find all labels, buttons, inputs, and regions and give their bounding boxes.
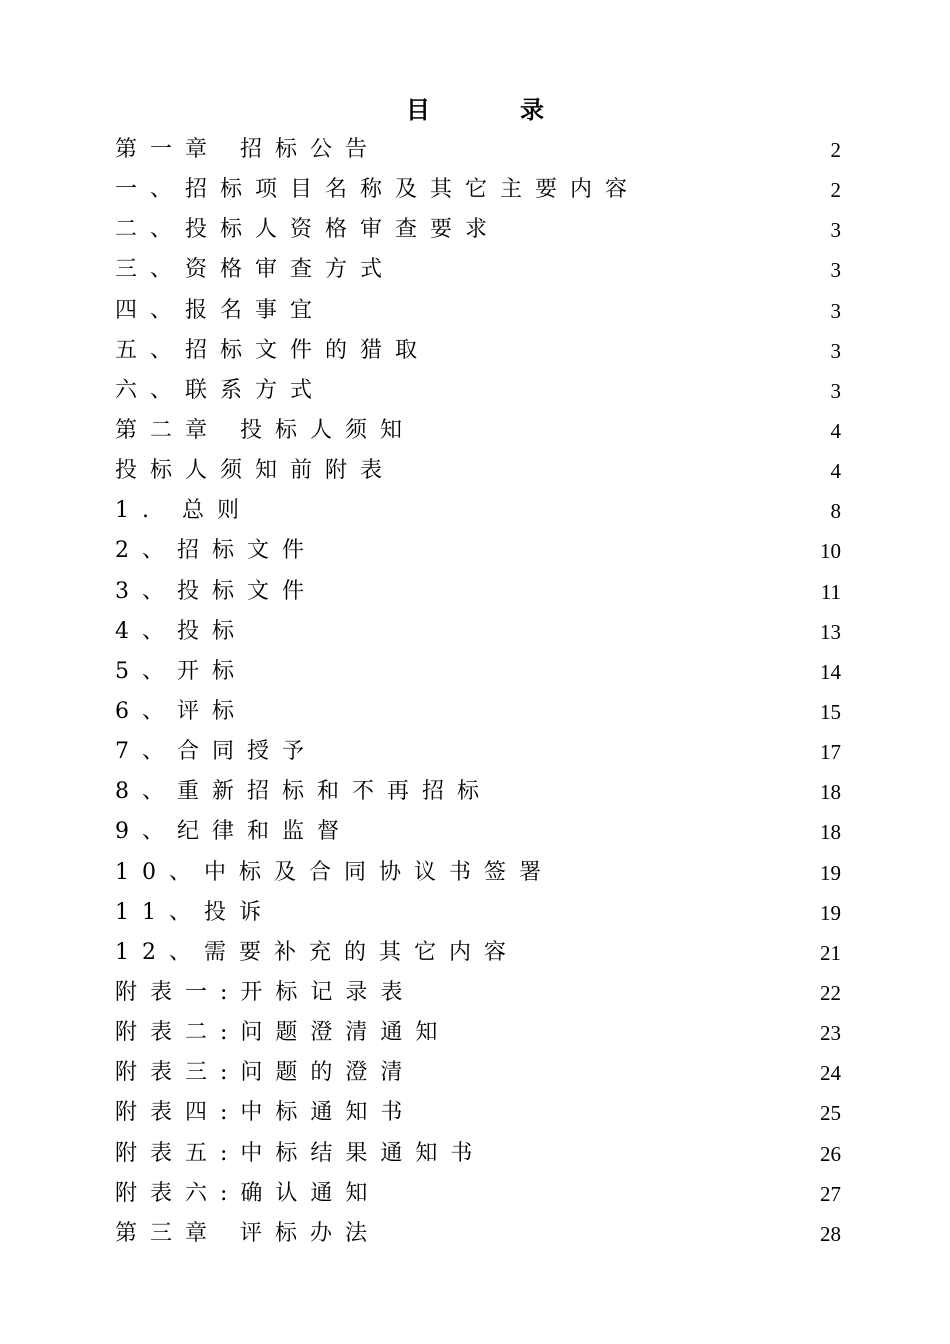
toc-entry-label: 12、需要补充的其它内容 xyxy=(115,939,519,965)
toc-entry-page-number: 18 xyxy=(820,780,841,805)
toc-entry-label: 附表四:中标通知书 xyxy=(115,1100,416,1126)
toc-entry-page-number: 14 xyxy=(820,659,841,684)
toc-entry-page-number: 19 xyxy=(820,900,841,925)
toc-entry[interactable] xyxy=(115,1134,841,1174)
toc-entry-label: 附表三:问题的澄清 xyxy=(115,1060,416,1086)
toc-entry-page-number: 3 xyxy=(830,258,841,283)
toc-entry-page-number: 10 xyxy=(820,539,841,564)
toc-entry-label: 6、评标 xyxy=(115,698,247,724)
toc-entry-label: 三、资格审查方式 xyxy=(115,257,396,283)
toc-entry[interactable] xyxy=(115,772,841,812)
toc-entry[interactable] xyxy=(115,250,841,290)
toc-entry-page-number: 15 xyxy=(820,699,841,724)
toc-entry[interactable] xyxy=(115,652,841,692)
toc-entry[interactable] xyxy=(115,291,841,331)
toc-entry[interactable] xyxy=(115,732,841,772)
toc-entry-label: 1. 总则 xyxy=(115,498,252,524)
toc-entry-label: 5、开标 xyxy=(115,658,247,684)
toc-entry[interactable] xyxy=(115,692,841,732)
toc-entry[interactable] xyxy=(115,371,841,411)
toc-entry-label: 7、合同授予 xyxy=(115,739,317,765)
toc-entry-page-number: 3 xyxy=(830,298,841,323)
toc-entry-label: 第一章 招标公告 xyxy=(115,137,380,162)
table-of-contents xyxy=(115,130,841,1254)
toc-entry[interactable] xyxy=(115,1053,841,1093)
toc-entry-page-number: 21 xyxy=(820,940,841,965)
toc-entry-page-number: 4 xyxy=(830,418,841,443)
toc-entry[interactable] xyxy=(115,853,841,893)
toc-entry[interactable] xyxy=(115,812,841,852)
toc-title: 目录 xyxy=(406,96,634,124)
toc-entry-label: 五、招标文件的猎取 xyxy=(115,337,431,363)
toc-entry-page-number: 4 xyxy=(830,459,841,484)
toc-entry-label: 附表二:问题澄清通知 xyxy=(115,1020,451,1046)
toc-entry-label: 3、投标文件 xyxy=(115,578,317,604)
toc-entry[interactable] xyxy=(115,893,841,933)
toc-entry-page-number: 8 xyxy=(830,499,841,524)
toc-entry-page-number: 3 xyxy=(830,378,841,403)
toc-entry-page-number: 18 xyxy=(820,820,841,845)
toc-entry[interactable] xyxy=(115,973,841,1013)
toc-entry-page-number: 2 xyxy=(830,138,841,162)
toc-entry[interactable] xyxy=(115,531,841,571)
toc-entry-page-number: 23 xyxy=(820,1021,841,1046)
toc-entry-label: 2、招标文件 xyxy=(115,538,317,564)
toc-entry[interactable] xyxy=(115,572,841,612)
toc-entry[interactable] xyxy=(115,933,841,973)
toc-entry[interactable] xyxy=(115,210,841,250)
toc-entry-page-number: 28 xyxy=(820,1221,841,1246)
toc-entry-label: 9、纪律和监督 xyxy=(115,819,352,845)
toc-entry-label: 六、联系方式 xyxy=(115,377,326,403)
toc-entry[interactable] xyxy=(115,1174,841,1214)
toc-entry-page-number: 27 xyxy=(820,1181,841,1206)
toc-entry-label: 8、重新招标和不再招标 xyxy=(115,779,492,805)
toc-entry[interactable] xyxy=(115,1013,841,1053)
toc-entry-page-number: 3 xyxy=(830,218,841,243)
toc-entry[interactable] xyxy=(115,411,841,451)
toc-entry[interactable] xyxy=(115,1093,841,1133)
toc-entry-label: 附表六:确认通知 xyxy=(115,1180,381,1206)
toc-entry-page-number: 19 xyxy=(820,860,841,885)
toc-entry-page-number: 3 xyxy=(830,338,841,363)
toc-entry-label: 一、招标项目名称及其它主要内容 xyxy=(115,177,641,203)
toc-entry[interactable] xyxy=(115,1214,841,1254)
toc-entry-label: 10、中标及合同协议书签署 xyxy=(115,859,554,885)
toc-entry-page-number: 17 xyxy=(820,740,841,765)
toc-entry-label: 投标人须知前附表 xyxy=(115,458,396,484)
toc-entry[interactable] xyxy=(115,130,841,170)
toc-entry-label: 二、投标人资格审查要求 xyxy=(115,217,501,243)
toc-entry-label: 四、报名事宜 xyxy=(115,297,326,323)
toc-entry-page-number: 11 xyxy=(820,579,841,604)
toc-entry[interactable] xyxy=(115,451,841,491)
toc-entry-label: 11、投诉 xyxy=(115,899,274,925)
toc-entry-page-number: 24 xyxy=(820,1061,841,1086)
toc-entry[interactable] xyxy=(115,331,841,371)
toc-entry-label: 4、投标 xyxy=(115,618,247,644)
toc-entry-label: 附表一:开标记录表 xyxy=(115,979,416,1005)
toc-entry-page-number: 25 xyxy=(820,1101,841,1126)
toc-entry-page-number: 22 xyxy=(820,980,841,1005)
toc-entry-label: 第二章 投标人须知 xyxy=(115,417,415,443)
toc-entry[interactable] xyxy=(115,170,841,210)
toc-entry-page-number: 13 xyxy=(820,619,841,644)
toc-entry-label: 第三章 评标办法 xyxy=(115,1220,380,1246)
toc-entry-page-number: 2 xyxy=(830,178,841,203)
toc-entry-label: 附表五:中标结果通知书 xyxy=(115,1140,486,1166)
toc-entry-page-number: 26 xyxy=(820,1141,841,1166)
toc-entry[interactable] xyxy=(115,612,841,652)
toc-entry[interactable] xyxy=(115,491,841,531)
